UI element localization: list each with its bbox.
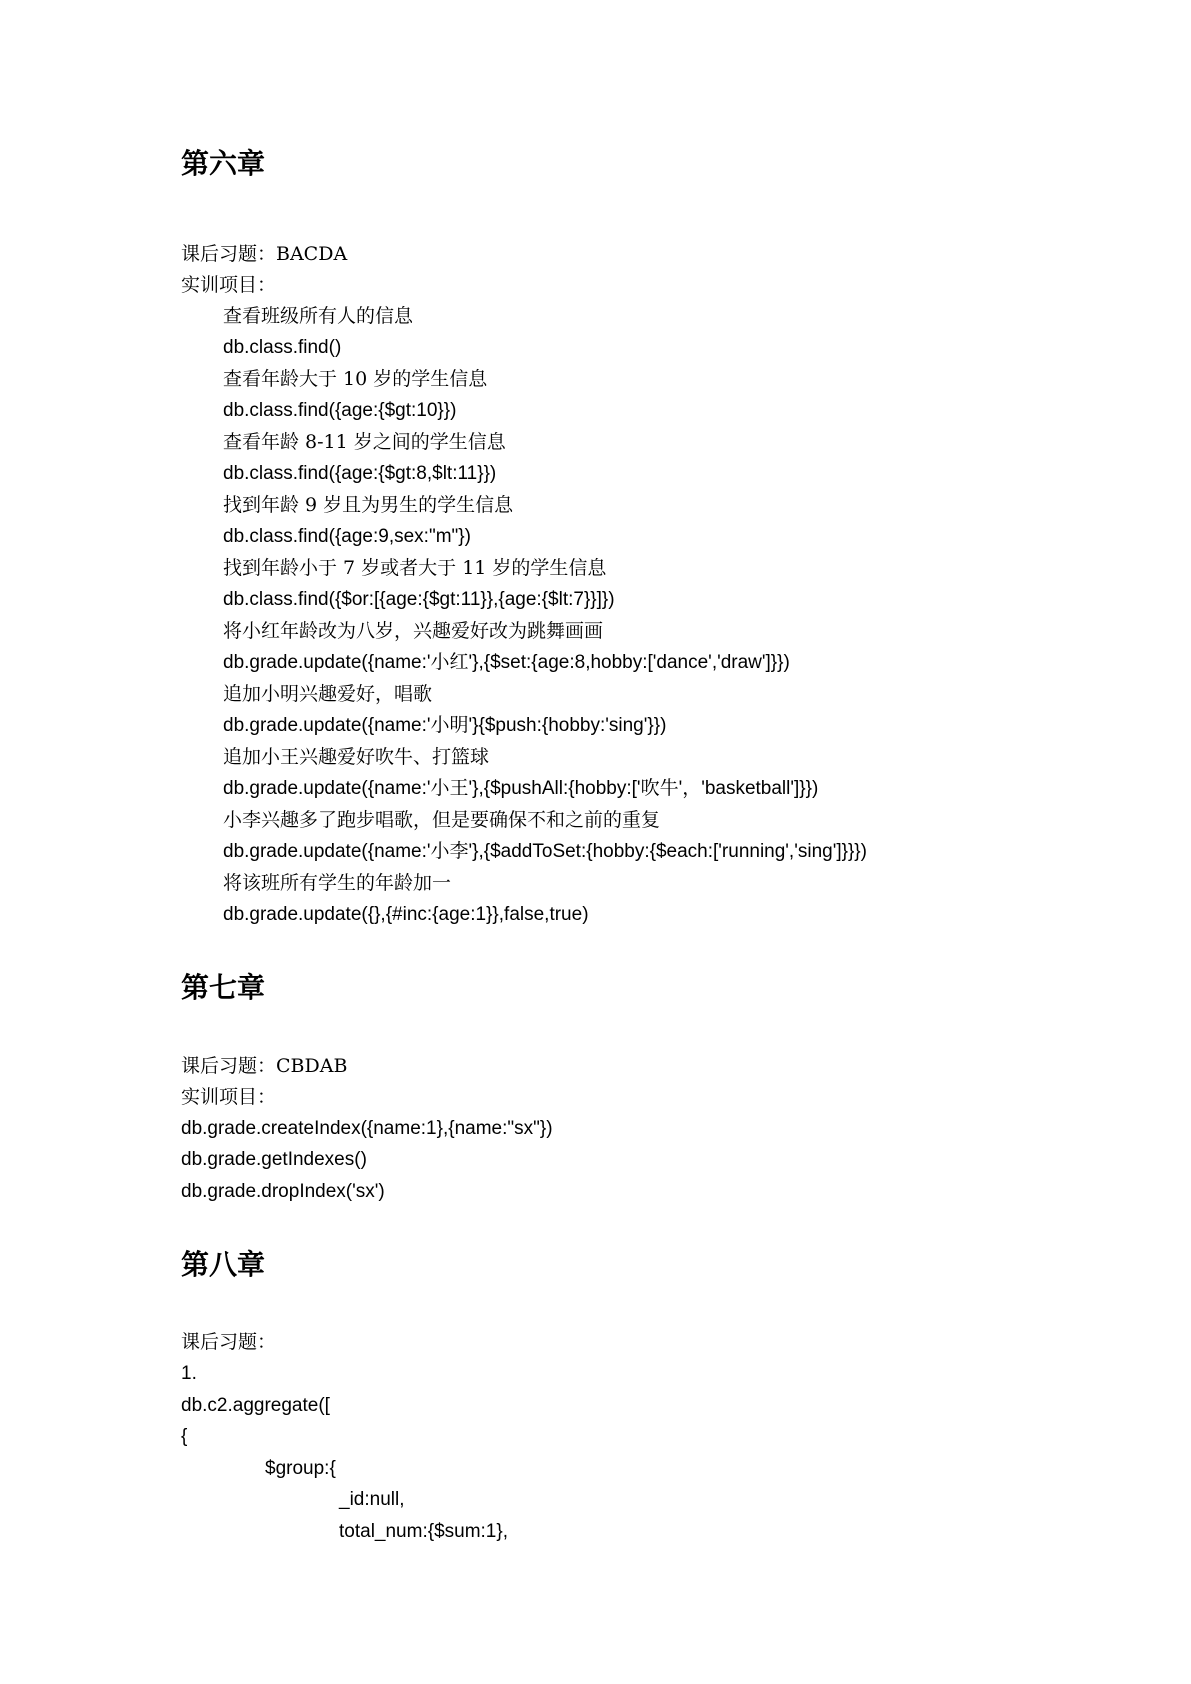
ch6-code-7: db.grade.update({name:'小明'}{$push:{hobby:'sing'}}) xyxy=(223,715,667,736)
ch7-code-3: db.grade.dropIndex('sx') xyxy=(181,1181,385,1202)
ch6-code-4: db.class.find({age:9,sex:"m"}) xyxy=(223,526,471,547)
ch8-code-4: $group:{ xyxy=(265,1458,336,1479)
chapter-7-exercise: 课后习题：CBDAB xyxy=(181,1055,348,1077)
ch6-line-2: 查看年龄大于 10 岁的学生信息 xyxy=(223,368,488,390)
ch6-line-1: 查看班级所有人的信息 xyxy=(223,305,414,327)
ch6-line-7: 追加小明兴趣爱好，唱歌 xyxy=(223,683,433,705)
chapter-6-project-label: 实训项目： xyxy=(181,274,277,296)
ch7-code-2: db.grade.getIndexes() xyxy=(181,1149,367,1170)
ch6-code-2: db.class.find({age:{$gt:10}}) xyxy=(223,400,457,421)
ch6-line-5: 找到年龄小于 7 岁或者大于 11 岁的学生信息 xyxy=(223,557,607,579)
ch6-code-10: db.grade.update({},{#inc:{age:1}},false,true) xyxy=(223,904,589,925)
ch6-code-8: db.grade.update({name:'小王'},{$pushAll:{hobby:['吹牛'，'basketball']}}) xyxy=(223,778,819,799)
ch6-line-3: 查看年龄 8-11 岁之间的学生信息 xyxy=(223,431,506,453)
ch6-line-4: 找到年龄 9 岁且为男生的学生信息 xyxy=(223,494,514,516)
ch6-code-5: db.class.find({$or:[{age:{$gt:11}},{age:{$lt:7}}]}) xyxy=(223,589,615,610)
ch6-code-9: db.grade.update({name:'小李'},{$addToSet:{hobby:{$each:['running','sing']}}}) xyxy=(223,841,867,862)
ch7-code-1: db.grade.createIndex({name:1},{name:"sx"}) xyxy=(181,1118,553,1139)
chapter-7-project-label: 实训项目： xyxy=(181,1086,277,1108)
chapter-8-heading: 第八章 xyxy=(181,1248,266,1281)
chapter-8-exercise: 课后习题： xyxy=(181,1331,277,1353)
ch6-code-1: db.class.find() xyxy=(223,337,342,358)
ch6-code-3: db.class.find({age:{$gt:8,$lt:11}}) xyxy=(223,463,497,484)
ch8-code-2: db.c2.aggregate([ xyxy=(181,1395,330,1416)
ch6-line-8: 追加小王兴趣爱好吹牛、打篮球 xyxy=(223,746,490,768)
ch8-code-1: 1. xyxy=(181,1363,197,1384)
ch6-code-6: db.grade.update({name:'小红'},{$set:{age:8,hobby:['dance','draw']}}) xyxy=(223,652,790,673)
ch8-code-6: total_num:{$sum:1}, xyxy=(339,1521,508,1542)
chapter-7-heading: 第七章 xyxy=(181,971,266,1004)
ch6-line-6: 将小红年龄改为八岁，兴趣爱好改为跳舞画画 xyxy=(223,620,604,642)
chapter-6-exercise: 课后习题：BACDA xyxy=(181,243,348,265)
ch6-line-10: 将该班所有学生的年龄加一 xyxy=(223,872,452,894)
ch8-code-5: _id:null, xyxy=(339,1489,405,1510)
ch8-code-3: { xyxy=(181,1426,188,1447)
chapter-6-heading: 第六章 xyxy=(181,147,266,180)
ch6-line-9: 小李兴趣多了跑步唱歌，但是要确保不和之前的重复 xyxy=(223,809,661,831)
